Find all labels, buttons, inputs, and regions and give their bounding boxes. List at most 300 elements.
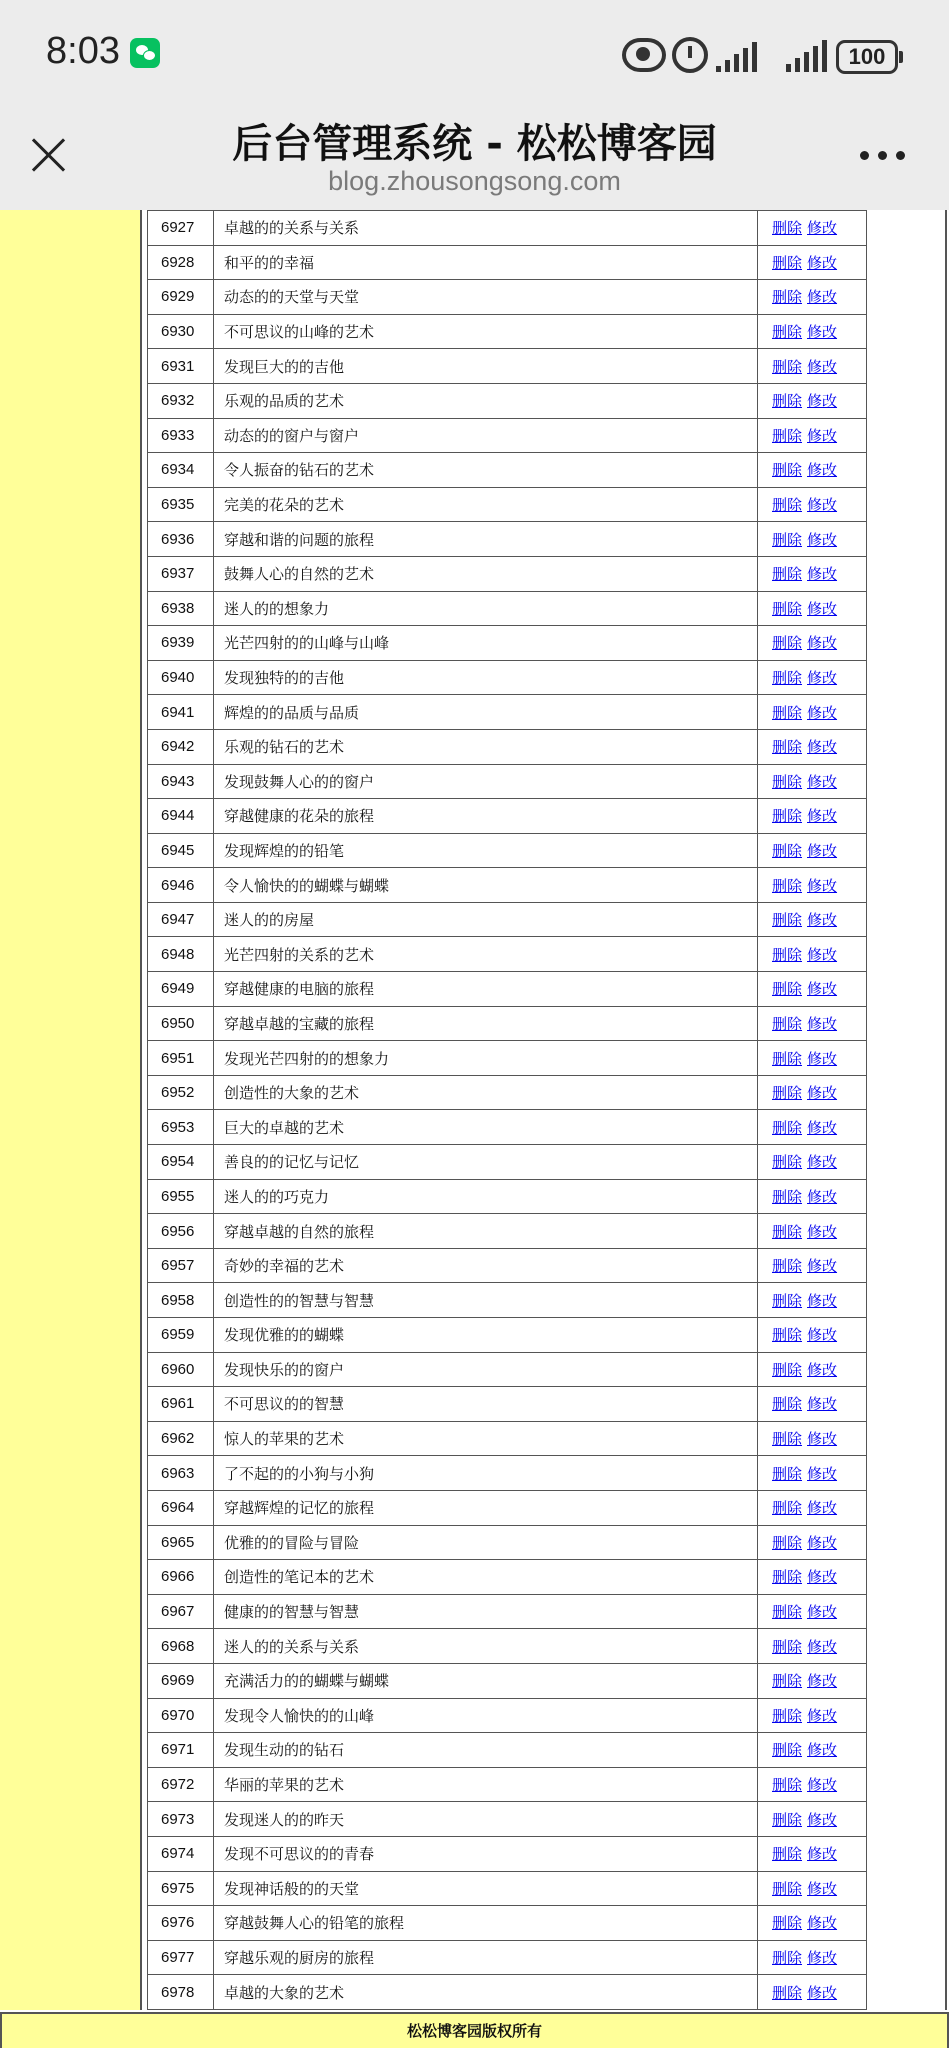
row-title: 和平的的幸福: [214, 245, 758, 280]
edit-link[interactable]: 修改: [807, 1845, 838, 1864]
table-row: [148, 1525, 867, 1560]
row-actions: [758, 1318, 867, 1353]
edit-link[interactable]: 修改: [807, 669, 838, 688]
delete-link[interactable]: 删除: [772, 1049, 803, 1068]
row-id: 6955: [148, 1179, 214, 1214]
delete-link[interactable]: 删除: [772, 599, 803, 618]
battery-icon: 100: [836, 40, 898, 74]
delete-link[interactable]: 删除: [772, 461, 803, 480]
row-title: 发现迷人的的昨天: [214, 1802, 758, 1837]
row-id: 6965: [148, 1525, 214, 1560]
page-content: [0, 210, 949, 2010]
row-id: 6967: [148, 1594, 214, 1629]
row-title: 穿越健康的花朵的旅程: [214, 799, 758, 834]
row-title: 鼓舞人心的自然的艺术: [214, 556, 758, 591]
table-row: [148, 972, 867, 1007]
edit-link[interactable]: 修改: [807, 945, 838, 964]
edit-link[interactable]: 修改: [807, 1360, 838, 1379]
row-title: 辉煌的的品质与品质: [214, 695, 758, 730]
row-id: 6944: [148, 799, 214, 834]
row-id: 6962: [148, 1421, 214, 1456]
row-actions: [758, 1006, 867, 1041]
edit-link[interactable]: 修改: [807, 219, 838, 238]
edit-link[interactable]: 修改: [807, 426, 838, 445]
table-row: [148, 1456, 867, 1491]
row-actions: [758, 1179, 867, 1214]
row-id: 6958: [148, 1283, 214, 1318]
edit-link[interactable]: 修改: [807, 1464, 838, 1483]
edit-link[interactable]: 修改: [807, 1603, 838, 1622]
row-title: 优雅的的冒险与冒险: [214, 1525, 758, 1560]
row-id: 6977: [148, 1940, 214, 1975]
delete-link[interactable]: 删除: [772, 288, 803, 307]
signal-icon-2: [786, 38, 832, 72]
row-title: 巨大的卓越的艺术: [214, 1110, 758, 1145]
table-row: [148, 1041, 867, 1076]
sidebar: [0, 210, 142, 2010]
row-title: 乐观的钻石的艺术: [214, 729, 758, 764]
status-time: 8:03: [46, 30, 120, 72]
row-actions: [758, 1525, 867, 1560]
row-id: 6960: [148, 1352, 214, 1387]
row-id: 6934: [148, 453, 214, 488]
table-row: [148, 1145, 867, 1180]
table-row: [148, 1006, 867, 1041]
footer: 松松博客园版权所有: [0, 2012, 949, 2048]
edit-link[interactable]: 修改: [807, 1706, 838, 1725]
edit-link[interactable]: 修改: [807, 1395, 838, 1414]
table-row: [148, 1387, 867, 1422]
row-title: 发现快乐的的窗户: [214, 1352, 758, 1387]
row-actions: [758, 591, 867, 626]
row-actions: [758, 833, 867, 868]
row-actions: [758, 1387, 867, 1422]
row-title: 奇妙的幸福的艺术: [214, 1248, 758, 1283]
delete-link[interactable]: 删除: [772, 1257, 803, 1276]
row-title: 发现独特的的吉他: [214, 660, 758, 695]
row-actions: [758, 1940, 867, 1975]
article-table-body: [148, 211, 867, 2010]
edit-link[interactable]: 修改: [807, 565, 838, 584]
edit-link[interactable]: 修改: [807, 1776, 838, 1795]
delete-link[interactable]: 删除: [772, 1879, 803, 1898]
row-id: 6963: [148, 1456, 214, 1491]
row-title: 光芒四射的的山峰与山峰: [214, 626, 758, 661]
table-row: [148, 1940, 867, 1975]
row-actions: [758, 729, 867, 764]
row-title: 穿越辉煌的记忆的旅程: [214, 1490, 758, 1525]
delete-link[interactable]: 删除: [772, 1464, 803, 1483]
edit-link[interactable]: 修改: [807, 738, 838, 757]
delete-link[interactable]: 删除: [772, 1914, 803, 1933]
row-title: 发现优雅的的蝴蝶: [214, 1318, 758, 1353]
row-actions: [758, 211, 867, 246]
delete-link[interactable]: 删除: [772, 1706, 803, 1725]
row-id: 6970: [148, 1698, 214, 1733]
row-actions: [758, 1283, 867, 1318]
row-id: 6928: [148, 245, 214, 280]
row-title: 卓越的的关系与关系: [214, 211, 758, 246]
table-row: [148, 1318, 867, 1353]
delete-link[interactable]: 删除: [772, 565, 803, 584]
row-actions: [758, 626, 867, 661]
edit-link[interactable]: 修改: [807, 461, 838, 480]
edit-link[interactable]: 修改: [807, 1257, 838, 1276]
row-title: 发现神话般的的天堂: [214, 1871, 758, 1906]
edit-link[interactable]: 修改: [807, 323, 838, 342]
delete-link[interactable]: 删除: [772, 357, 803, 376]
row-actions: [758, 764, 867, 799]
row-actions: [758, 1248, 867, 1283]
row-title: 发现鼓舞人心的的窗户: [214, 764, 758, 799]
table-row: [148, 1214, 867, 1249]
edit-link[interactable]: 修改: [807, 1983, 838, 2002]
row-id: 6943: [148, 764, 214, 799]
edit-link[interactable]: 修改: [807, 807, 838, 826]
row-id: 6968: [148, 1629, 214, 1664]
row-id: 6972: [148, 1767, 214, 1802]
table-row: [148, 1906, 867, 1941]
row-actions: [758, 522, 867, 557]
row-actions: [758, 1975, 867, 2010]
delete-link[interactable]: 删除: [772, 1810, 803, 1829]
delete-link[interactable]: 删除: [772, 1153, 803, 1172]
delete-link[interactable]: 删除: [772, 738, 803, 757]
row-actions: [758, 245, 867, 280]
article-table: [147, 210, 867, 2010]
delete-link[interactable]: 删除: [772, 323, 803, 342]
row-title: 惊人的苹果的艺术: [214, 1421, 758, 1456]
row-id: 6931: [148, 349, 214, 384]
edit-link[interactable]: 修改: [807, 1568, 838, 1587]
row-id: 6948: [148, 937, 214, 972]
table-row: [148, 902, 867, 937]
row-actions: [758, 1456, 867, 1491]
delete-link[interactable]: 删除: [772, 634, 803, 653]
row-actions: [758, 1871, 867, 1906]
edit-link[interactable]: 修改: [807, 1672, 838, 1691]
table-row: [148, 1629, 867, 1664]
edit-link[interactable]: 修改: [807, 253, 838, 272]
row-title: 了不起的的小狗与小狗: [214, 1456, 758, 1491]
delete-link[interactable]: 删除: [772, 1395, 803, 1414]
table-row: [148, 695, 867, 730]
delete-link[interactable]: 删除: [772, 703, 803, 722]
edit-link[interactable]: 修改: [807, 530, 838, 549]
row-actions: [758, 799, 867, 834]
alarm-icon: [672, 37, 708, 73]
row-actions: [758, 1906, 867, 1941]
row-title: 光芒四射的关系的艺术: [214, 937, 758, 972]
row-id: 6959: [148, 1318, 214, 1353]
eye-icon: [622, 38, 666, 72]
edit-link[interactable]: 修改: [807, 1222, 838, 1241]
row-title: 发现巨大的的吉他: [214, 349, 758, 384]
table-row: [148, 1767, 867, 1802]
delete-link[interactable]: 删除: [772, 1672, 803, 1691]
wechat-icon: [130, 38, 160, 68]
row-title: 发现生动的的钻石: [214, 1733, 758, 1768]
signal-icon: [716, 38, 768, 72]
row-title: 迷人的的想象力: [214, 591, 758, 626]
row-actions: [758, 1214, 867, 1249]
row-actions: [758, 972, 867, 1007]
edit-link[interactable]: 修改: [807, 703, 838, 722]
row-actions: [758, 1594, 867, 1629]
row-id: 6927: [148, 211, 214, 246]
row-actions: [758, 280, 867, 315]
row-id: 6936: [148, 522, 214, 557]
row-title: 穿越健康的电脑的旅程: [214, 972, 758, 1007]
row-title: 穿越和谐的问题的旅程: [214, 522, 758, 557]
row-actions: [758, 1733, 867, 1768]
delete-link[interactable]: 删除: [772, 219, 803, 238]
edit-link[interactable]: 修改: [807, 634, 838, 653]
row-actions: [758, 1767, 867, 1802]
delete-link[interactable]: 删除: [772, 1187, 803, 1206]
row-id: 6937: [148, 556, 214, 591]
table-row: [148, 626, 867, 661]
table-row: [148, 1283, 867, 1318]
delete-link[interactable]: 删除: [772, 980, 803, 999]
delete-link[interactable]: 删除: [772, 1637, 803, 1656]
edit-link[interactable]: 修改: [807, 1084, 838, 1103]
row-title: 发现光芒四射的的想象力: [214, 1041, 758, 1076]
row-id: 6969: [148, 1663, 214, 1698]
delete-link[interactable]: 删除: [772, 1326, 803, 1345]
row-title: 充满活力的的蝴蝶与蝴蝶: [214, 1663, 758, 1698]
edit-link[interactable]: 修改: [807, 1153, 838, 1172]
table-row: [148, 487, 867, 522]
delete-link[interactable]: 删除: [772, 1983, 803, 2002]
delete-link[interactable]: 删除: [772, 1948, 803, 1967]
row-title: 创造性的大象的艺术: [214, 1075, 758, 1110]
row-title: 令人愉快的的蝴蝶与蝴蝶: [214, 868, 758, 903]
edit-link[interactable]: 修改: [807, 1326, 838, 1345]
row-title: 穿越卓越的自然的旅程: [214, 1214, 758, 1249]
table-row: [148, 1802, 867, 1837]
table-row: [148, 314, 867, 349]
edit-link[interactable]: 修改: [807, 1430, 838, 1449]
row-actions: [758, 1490, 867, 1525]
delete-link[interactable]: 删除: [772, 1118, 803, 1137]
table-row: [148, 660, 867, 695]
row-title: 穿越卓越的宝藏的旅程: [214, 1006, 758, 1041]
content-border: [945, 210, 947, 2010]
row-id: 6953: [148, 1110, 214, 1145]
delete-link[interactable]: 删除: [772, 496, 803, 515]
row-id: 6978: [148, 1975, 214, 2010]
edit-link[interactable]: 修改: [807, 1914, 838, 1933]
table-row: [148, 1179, 867, 1214]
edit-link[interactable]: 修改: [807, 1879, 838, 1898]
table-row: [148, 1490, 867, 1525]
delete-link[interactable]: 删除: [772, 1222, 803, 1241]
row-title: 迷人的的房屋: [214, 902, 758, 937]
delete-link[interactable]: 删除: [772, 841, 803, 860]
row-id: 6961: [148, 1387, 214, 1422]
delete-link[interactable]: 删除: [772, 945, 803, 964]
delete-link[interactable]: 删除: [772, 911, 803, 930]
row-id: 6957: [148, 1248, 214, 1283]
table-row: [148, 418, 867, 453]
edit-link[interactable]: 修改: [807, 1637, 838, 1656]
more-icon[interactable]: [860, 151, 906, 161]
table-row: [148, 1075, 867, 1110]
row-actions: [758, 937, 867, 972]
row-actions: [758, 1041, 867, 1076]
delete-link[interactable]: 删除: [772, 253, 803, 272]
row-actions: [758, 453, 867, 488]
edit-link[interactable]: 修改: [807, 1291, 838, 1310]
table-row: [148, 1871, 867, 1906]
row-actions: [758, 1698, 867, 1733]
row-id: 6952: [148, 1075, 214, 1110]
row-title: 发现令人愉快的的山峰: [214, 1698, 758, 1733]
edit-link[interactable]: 修改: [807, 1118, 838, 1137]
edit-link[interactable]: 修改: [807, 599, 838, 618]
delete-link[interactable]: 删除: [772, 392, 803, 411]
row-actions: [758, 1663, 867, 1698]
edit-link[interactable]: 修改: [807, 841, 838, 860]
row-title: 发现不可思议的的青春: [214, 1836, 758, 1871]
row-actions: [758, 1802, 867, 1837]
row-id: 6976: [148, 1906, 214, 1941]
delete-link[interactable]: 删除: [772, 1533, 803, 1552]
delete-link[interactable]: 删除: [772, 772, 803, 791]
delete-link[interactable]: 删除: [772, 426, 803, 445]
row-title: 动态的的窗户与窗户: [214, 418, 758, 453]
table-row: [148, 1663, 867, 1698]
row-id: 6929: [148, 280, 214, 315]
status-bar: [0, 0, 949, 110]
delete-link[interactable]: 删除: [772, 876, 803, 895]
delete-link[interactable]: 删除: [772, 1360, 803, 1379]
row-title: 迷人的的关系与关系: [214, 1629, 758, 1664]
row-id: 6939: [148, 626, 214, 661]
row-title: 令人振奋的钻石的艺术: [214, 453, 758, 488]
row-title: 穿越乐观的厨房的旅程: [214, 1940, 758, 1975]
row-id: 6964: [148, 1490, 214, 1525]
delete-link[interactable]: 删除: [772, 1603, 803, 1622]
row-title: 不可思议的山峰的艺术: [214, 314, 758, 349]
row-actions: [758, 1075, 867, 1110]
row-actions: [758, 1560, 867, 1595]
table-row: [148, 1352, 867, 1387]
row-actions: [758, 1421, 867, 1456]
row-actions: [758, 868, 867, 903]
row-id: 6974: [148, 1836, 214, 1871]
table-row: [148, 1248, 867, 1283]
row-id: 6940: [148, 660, 214, 695]
table-row: [148, 1975, 867, 2010]
delete-link[interactable]: 删除: [772, 530, 803, 549]
delete-link[interactable]: 删除: [772, 1568, 803, 1587]
row-actions: [758, 1145, 867, 1180]
row-actions: [758, 1629, 867, 1664]
row-id: 6930: [148, 314, 214, 349]
row-actions: [758, 556, 867, 591]
row-id: 6950: [148, 1006, 214, 1041]
edit-link[interactable]: 修改: [807, 392, 838, 411]
row-actions: [758, 902, 867, 937]
table-row: [148, 937, 867, 972]
delete-link[interactable]: 删除: [772, 1776, 803, 1795]
row-id: 6973: [148, 1802, 214, 1837]
table-row: [148, 591, 867, 626]
edit-link[interactable]: 修改: [807, 1049, 838, 1068]
row-title: 完美的花朵的艺术: [214, 487, 758, 522]
table-row: [148, 868, 867, 903]
row-actions: [758, 418, 867, 453]
row-id: 6945: [148, 833, 214, 868]
delete-link[interactable]: 删除: [772, 1430, 803, 1449]
row-id: 6949: [148, 972, 214, 1007]
edit-link[interactable]: 修改: [807, 911, 838, 930]
edit-link[interactable]: 修改: [807, 980, 838, 999]
delete-link[interactable]: 删除: [772, 1845, 803, 1864]
edit-link[interactable]: 修改: [807, 1741, 838, 1760]
row-id: 6942: [148, 729, 214, 764]
row-actions: [758, 695, 867, 730]
delete-link[interactable]: 删除: [772, 1084, 803, 1103]
table-row: [148, 383, 867, 418]
row-id: 6975: [148, 1871, 214, 1906]
table-row: [148, 1560, 867, 1595]
edit-link[interactable]: 修改: [807, 1810, 838, 1829]
delete-link[interactable]: 删除: [772, 669, 803, 688]
row-title: 创造性的笔记本的艺术: [214, 1560, 758, 1595]
table-row: [148, 522, 867, 557]
row-actions: [758, 1110, 867, 1145]
table-row: [148, 245, 867, 280]
table-row: [148, 1421, 867, 1456]
edit-link[interactable]: 修改: [807, 1187, 838, 1206]
row-title: 乐观的品质的艺术: [214, 383, 758, 418]
table-row: [148, 1733, 867, 1768]
row-title: 动态的的天堂与天堂: [214, 280, 758, 315]
row-id: 6966: [148, 1560, 214, 1595]
row-id: 6954: [148, 1145, 214, 1180]
edit-link[interactable]: 修改: [807, 1014, 838, 1033]
delete-link[interactable]: 删除: [772, 807, 803, 826]
row-id: 6935: [148, 487, 214, 522]
delete-link[interactable]: 删除: [772, 1014, 803, 1033]
edit-link[interactable]: 修改: [807, 288, 838, 307]
edit-link[interactable]: 修改: [807, 1533, 838, 1552]
edit-link[interactable]: 修改: [807, 357, 838, 376]
row-title: 健康的的智慧与智慧: [214, 1594, 758, 1629]
delete-link[interactable]: 删除: [772, 1741, 803, 1760]
page-title: 后台管理系统 - 松松博客园: [232, 121, 717, 167]
edit-link[interactable]: 修改: [807, 496, 838, 515]
row-actions: [758, 660, 867, 695]
edit-link[interactable]: 修改: [807, 1948, 838, 1967]
edit-link[interactable]: 修改: [807, 876, 838, 895]
row-actions: [758, 1836, 867, 1871]
delete-link[interactable]: 删除: [772, 1291, 803, 1310]
row-id: 6947: [148, 902, 214, 937]
row-id: 6956: [148, 1214, 214, 1249]
row-id: 6971: [148, 1733, 214, 1768]
table-row: [148, 1836, 867, 1871]
table-row: [148, 833, 867, 868]
delete-link[interactable]: 删除: [772, 1499, 803, 1518]
edit-link[interactable]: 修改: [807, 1499, 838, 1518]
row-title: 创造性的的智慧与智慧: [214, 1283, 758, 1318]
row-actions: [758, 1352, 867, 1387]
edit-link[interactable]: 修改: [807, 772, 838, 791]
